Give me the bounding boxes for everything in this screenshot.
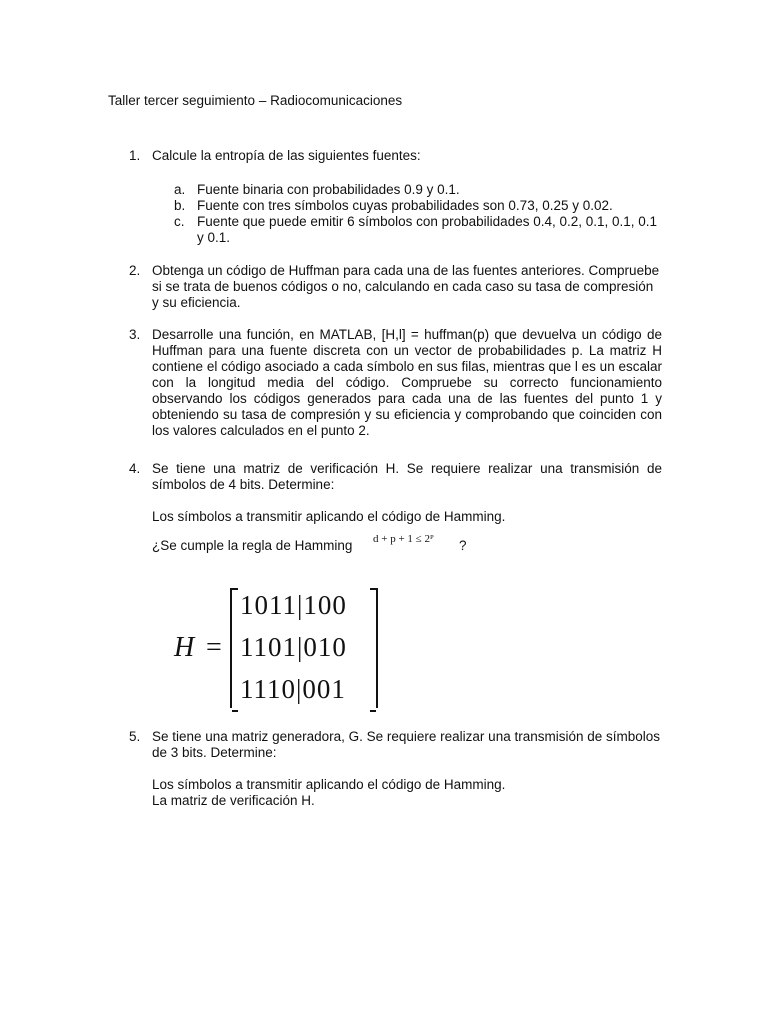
matrix-row: 1110|001 [240, 674, 346, 704]
subitem-text: Fuente binaria con probabilidades 0.9 y 0.1. [197, 182, 460, 197]
question-5-line-2: La matriz de verificación H. [152, 793, 315, 808]
question-number: 3. [129, 327, 141, 342]
matrix-row: 1101|010 [240, 632, 347, 662]
question-number: 4. [129, 461, 141, 476]
subitem-letter: b. [174, 198, 186, 213]
verification-matrix [172, 588, 382, 712]
question-number: 5. [129, 729, 141, 744]
subitem-letter: c. [174, 214, 185, 229]
subitem-c [174, 214, 664, 246]
subitem-text: Fuente con tres símbolos cuyas probabilidades son 0.73, 0.25 y 0.02. [197, 198, 613, 213]
question-text: Obtenga un código de Huffman para cada una de las fuentes anteriores. Compruebe si se trata de buenos códigos o no, calculando en cada caso su tasa de compresión y su eficiencia. [152, 263, 660, 310]
matrix-brackets [230, 588, 378, 708]
question-text: Calcule la entropía de las siguientes fuentes: [152, 148, 421, 163]
question-4-line-2: ¿Se cumple la regla de Hamming [152, 538, 353, 553]
hamming-rule-formula: d + p + 1 ≤ 2ᴾ [373, 533, 434, 545]
question-1-subitems [174, 182, 664, 246]
question-text: Se tiene una matriz de verificación H. Se requiere realizar una transmisión de símbolos de 4 bits. Determine: [152, 461, 662, 492]
equals-sign: = [206, 632, 222, 663]
question-mark: ? [459, 538, 467, 553]
document-title: Taller tercer seguimiento – Radiocomunicaciones [108, 93, 403, 108]
question-4-line-1: Los símbolos a transmitir aplicando el código de Hamming. [152, 509, 506, 524]
matrix-row: 1011|100 [240, 590, 347, 620]
matrix-label: H [174, 632, 195, 663]
question-text: Desarrolle una función, en MATLAB, [H,l] = huffman(p) que devuelva un código de Huffman para una fuente discreta con un vector de probabilidades p. La matriz H contiene el código asociado a cada símbolo en sus filas, mientras que l es un escalar con la longitud media del código. Compruebe su correcto funcionamiento observando los códigos generados para cada una de las fuentes del punto 1 y obteniendo su tasa de compresión y su eficiencia y comprobando que coinciden con los valores calculados en el punto 2. [152, 327, 662, 438]
question-text: Se tiene una matriz generadora, G. Se requiere realizar una transmisión de símbolos de 3 bits. Determine: [152, 729, 661, 760]
question-number: 2. [129, 263, 141, 278]
subitem-letter: a. [174, 182, 186, 197]
subitem-a [174, 182, 664, 198]
subitem-text: Fuente que puede emitir 6 símbolos con probabilidades 0.4, 0.2, 0.1, 0.1, 0.1 y 0.1. [197, 214, 658, 245]
question-number: 1. [129, 148, 141, 163]
question-5-line-1: Los símbolos a transmitir aplicando el código de Hamming. [152, 777, 506, 792]
subitem-b [174, 198, 664, 214]
